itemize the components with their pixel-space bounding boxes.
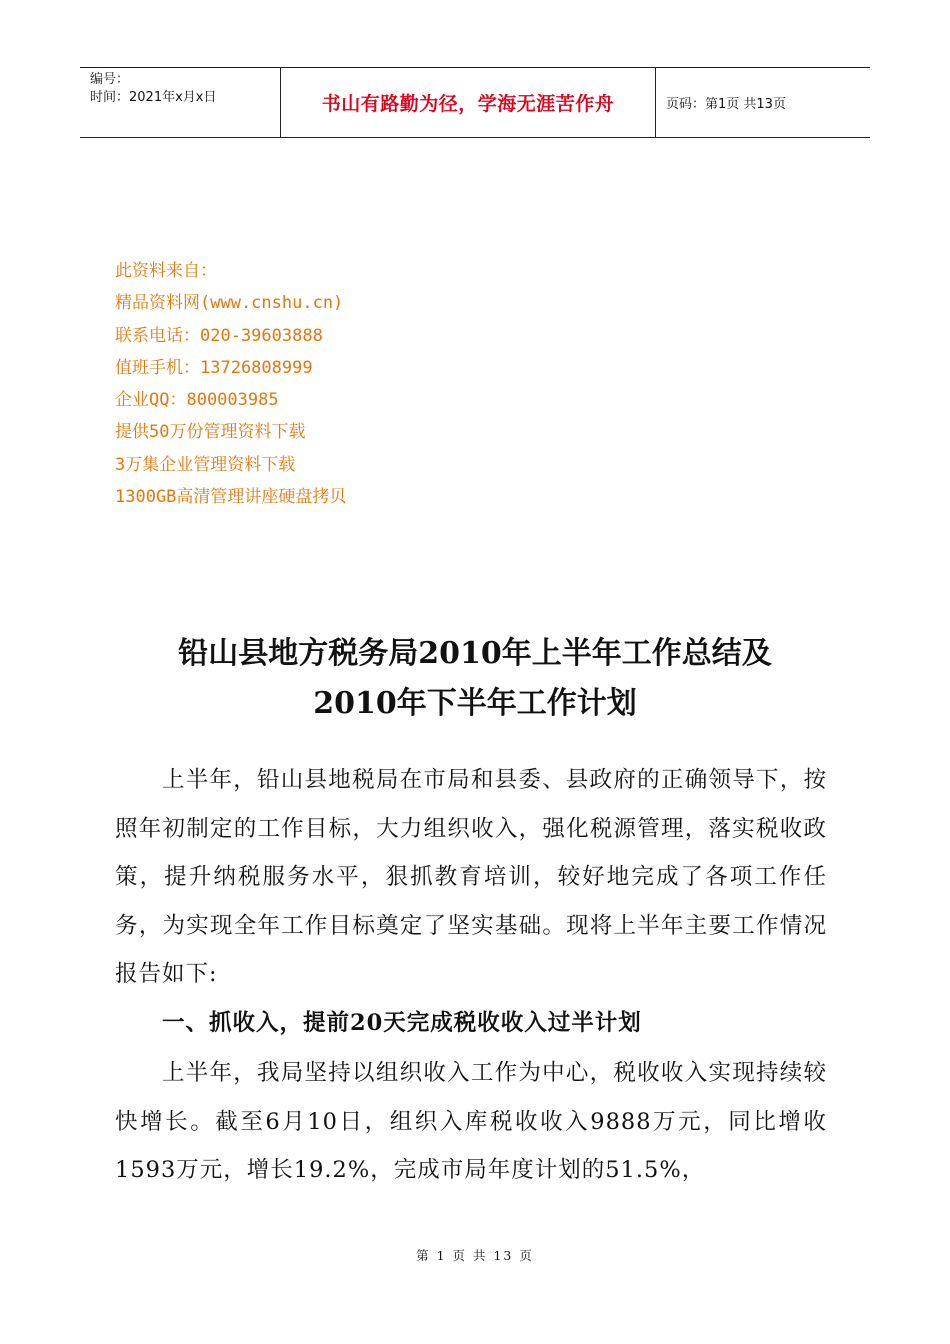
source-info-block	[115, 255, 346, 513]
section-1-paragraph: 上半年，我局坚持以组织收入工作为中心，税收收入实现持续较快增长。截至6月10日，组织入库税收收入9888万元，同比增收1593万元，增长19.2%，完成市局年度计划的51.5%，	[115, 1060, 827, 1183]
source-line: 联系电话：020-39603888	[115, 325, 323, 346]
source-line: 此资料来自：	[115, 261, 217, 281]
source-line: 提供50万份管理资料下载	[115, 422, 306, 443]
document-number-label: 编号：	[90, 72, 130, 87]
document-title-line-2: 2010年下半年工作计划	[313, 686, 637, 721]
header-motto: 书山有路勤为径，学海无涯苦作舟	[281, 68, 656, 137]
document-title-line-1: 铅山县地方税务局2010年上半年工作总结及	[178, 636, 772, 671]
section-heading-1: 一、抓收入，提前20天完成税收收入过半计划	[162, 1010, 642, 1036]
page-header-table	[80, 67, 870, 138]
source-line: 企业QQ：800003985	[115, 390, 279, 411]
source-line: 1300GB高清管理讲座硬盘拷贝	[115, 487, 347, 508]
source-line: 值班手机：13726808999	[115, 357, 313, 378]
source-line: 精品资料网(www.cnshu.cn)	[115, 293, 344, 314]
intro-paragraph: 上半年，铅山县地税局在市局和县委、县政府的正确领导下，按照年初制定的工作目标，大力组织收入，强化税源管理，落实税收政策，提升纳税服务水平，狠抓教育培训，较好地完成了各项工作任务，为实现全年工作目标奠定了坚实基础。现将上半年主要工作情况报告如下:	[115, 767, 827, 987]
header-meta-cell	[80, 68, 281, 137]
header-page-info: 页码：第1页 共13页	[666, 97, 786, 112]
document-time-label: 时间：2021年x月x日	[90, 90, 217, 105]
page-footer: 第 1 页 共 13 页	[416, 1248, 534, 1263]
source-line: 3万集企业管理资料下载	[115, 454, 296, 475]
